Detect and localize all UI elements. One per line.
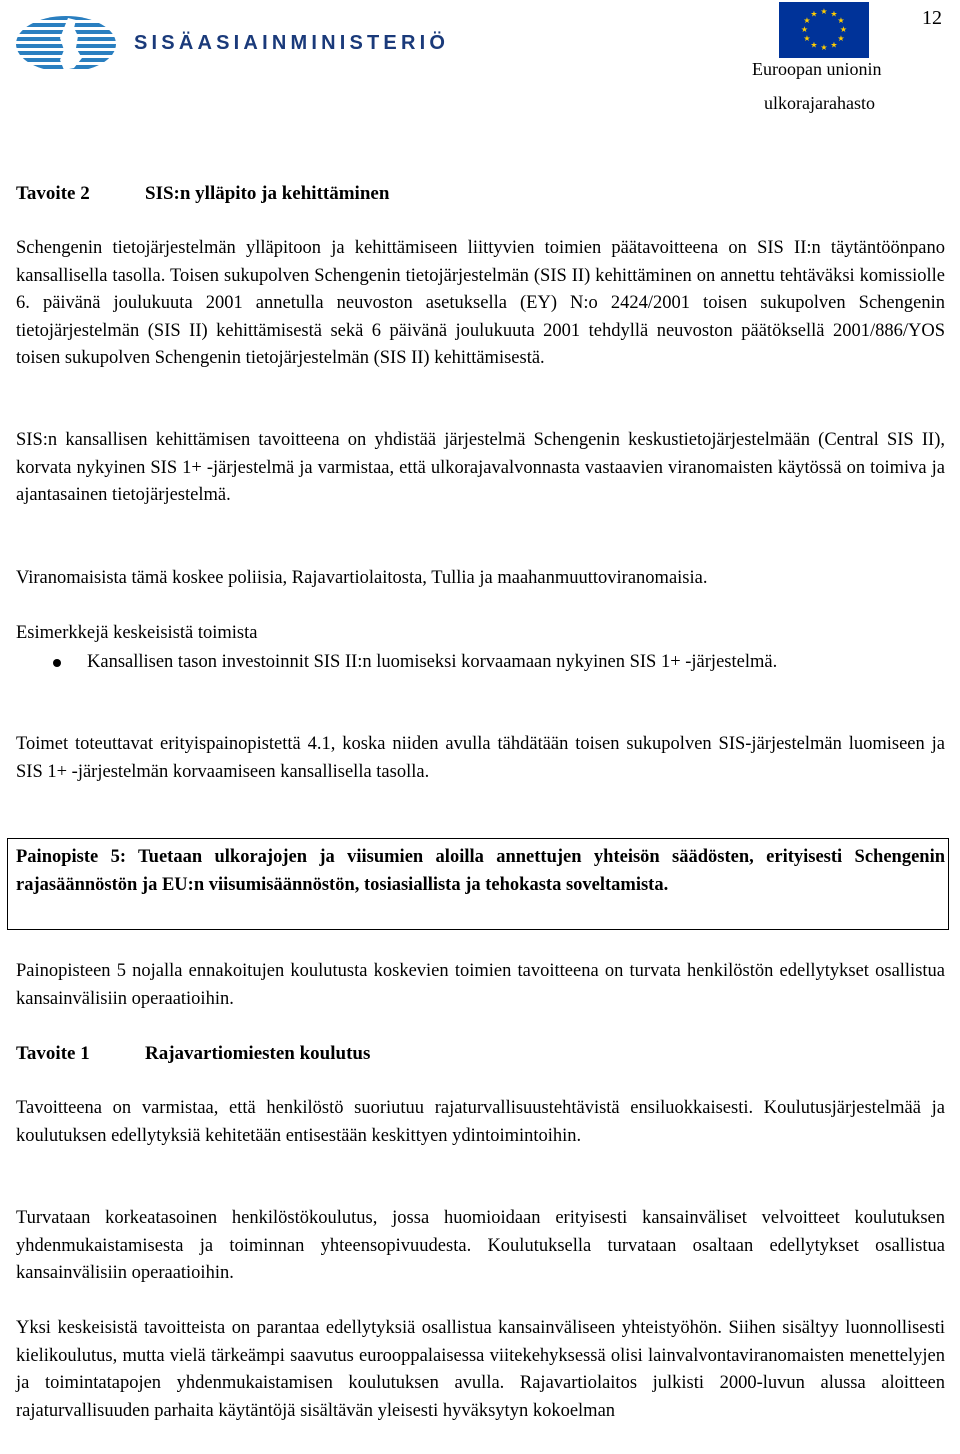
- heading-title: SIS:n ylläpito ja kehittäminen: [145, 183, 390, 204]
- paragraph-high-quality-training: Turvataan korkeatasoinen henkilöstökoulutus, jossa huomioidaan erityisesti kansainväliset velvoitteet koulutuksen yhdenmukaistamisesta ja toiminnan yhteensopivuudesta. Koulutuksella turvataan osaltaan edellytykset osallistua kansainvälisiin operaatioihin.: [16, 1208, 945, 1283]
- svg-text:★: ★: [830, 9, 838, 19]
- paragraph-priority-link: Toimet toteuttavat erityispainopistettä 4.1, koska niiden avulla tähdätään toisen sukupolven SIS-järjestelmän luomiseen ja SIS 1+ -järjestelmän korvaamiseen kansallisella tasolla.: [16, 734, 945, 782]
- paragraph-examples-heading: Esimerkkejä keskeisistä toimista: [16, 623, 258, 643]
- svg-text:★: ★: [810, 9, 818, 19]
- ministry-logo: [16, 14, 126, 74]
- priority-5-text: Painopiste 5: Tuetaan ulkorajojen ja viisumien aloilla annettujen yhteisön säädösten, erityisesti Schengenin rajasäännöstön ja EU:n viisumisäännöstön, tosiasiallista ja tehokasta soveltamista.: [16, 847, 945, 895]
- heading-title: Rajavartiomiesten koulutus: [145, 1043, 371, 1064]
- bullet-icon: [16, 649, 87, 677]
- section-heading-tavoite-1: [16, 1040, 945, 1068]
- paragraph-sis-objective: Schengenin tietojärjestelmän ylläpitoon ja kehittämiseen liittyvien toimien päätavoitteena on SIS II:n täytäntöönpano kansallisella tasolla. Toisen sukupolven Schengenin tietojärjestelmän (SIS II) kehittäminen on annettu tehtäväksi komissiolle 6. päivänä joulukuuta 2001 annetulla neuvoston asetuksella (EY) N:o 2424/2001 toisen sukupolven Schengenin tietojärjestelmän (SIS II) kehittämisestä sekä 6 päivänä joulukuuta 2001 tehdyllä neuvoston päätöksellä 2001/886/YOS toisen sukupolven Schengenin tietojärjestelmän (SIS II) kehittämisestä.: [16, 238, 945, 368]
- heading-label: Tavoite 1: [16, 1043, 90, 1064]
- svg-text:★: ★: [839, 25, 848, 34]
- ministry-name: SISÄASIAINMINISTERIÖ: [134, 32, 450, 54]
- svg-text:★: ★: [820, 43, 828, 52]
- eu-fund-label-line2: ulkorajarahasto: [764, 93, 875, 113]
- paragraph-training-objective: Tavoitteena on varmistaa, että henkilöstö suoriutuu rajaturvallisuustehtävistä ensiluokkaisesti. Koulutusjärjestelmää ja koulutuksen edellytyksiä kehitetään entisestään keskittyen ydintoimintoihin.: [16, 1098, 945, 1146]
- svg-text:★: ★: [800, 25, 809, 34]
- bullet-list-item: [16, 649, 945, 677]
- page-number: 12: [922, 7, 942, 29]
- svg-text:★: ★: [837, 16, 845, 25]
- svg-text:★: ★: [803, 16, 811, 25]
- heading-label: Tavoite 2: [16, 183, 90, 204]
- svg-text:★: ★: [837, 34, 845, 43]
- svg-text:★: ★: [803, 34, 811, 43]
- eu-fund-label-line1: Euroopan unionin: [752, 59, 882, 79]
- paragraph-international-cooperation: Yksi keskeisistä tavoitteista on parantaa edellytyksiä osallistua kansainväliseen yhteistyöhön. Siihen sisältyy luonnollisesti kielikoulutus, mutta vielä tärkeämpi saavutus eurooppalaisessa viitekehyksessä olisi lainvalvontaviranomaisten menettelyjen ja toimintatapojen yhdenmukaistamisen koulutuksen avulla. Rajavartiolaitos julkisti 2000-luvun alussa aloitteen rajaturvallisuuden parhaita käytäntöjä sisältävän yleisesti hyväksytyn kokoelman: [16, 1318, 945, 1421]
- paragraph-authorities: Viranomaisista tämä koskee poliisia, Rajavartiolaitosta, Tullia ja maahanmuuttoviranomaisia.: [16, 568, 708, 588]
- bullet-text: Kansallisen tason investoinnit SIS II:n luomiseksi korvaamaan nykyinen SIS 1+ -järjestelmä.: [87, 652, 778, 672]
- svg-text:★: ★: [810, 40, 818, 50]
- section-heading-tavoite-2: [16, 180, 945, 208]
- svg-text:★: ★: [830, 40, 838, 50]
- paragraph-sis-national-development: SIS:n kansallisen kehittämisen tavoitteena on yhdistää järjestelmä Schengenin keskustietojärjestelmään (Central SIS II), korvata nykyinen SIS 1+ -järjestelmä ja varmistaa, että ulkorajavalvonnasta vastaavien viranomaisten käytössä on toimiva ja ajantasainen tietojärjestelmä.: [16, 430, 945, 505]
- eu-flag-icon: [779, 2, 869, 58]
- svg-text:★: ★: [820, 7, 828, 16]
- paragraph-priority-5-training: Painopisteen 5 nojalla ennakoitujen koulutusta koskevien toimien tavoitteena on turvata henkilöstön edellytykset osallistua kansainvälisiin operaatioihin.: [16, 961, 945, 1009]
